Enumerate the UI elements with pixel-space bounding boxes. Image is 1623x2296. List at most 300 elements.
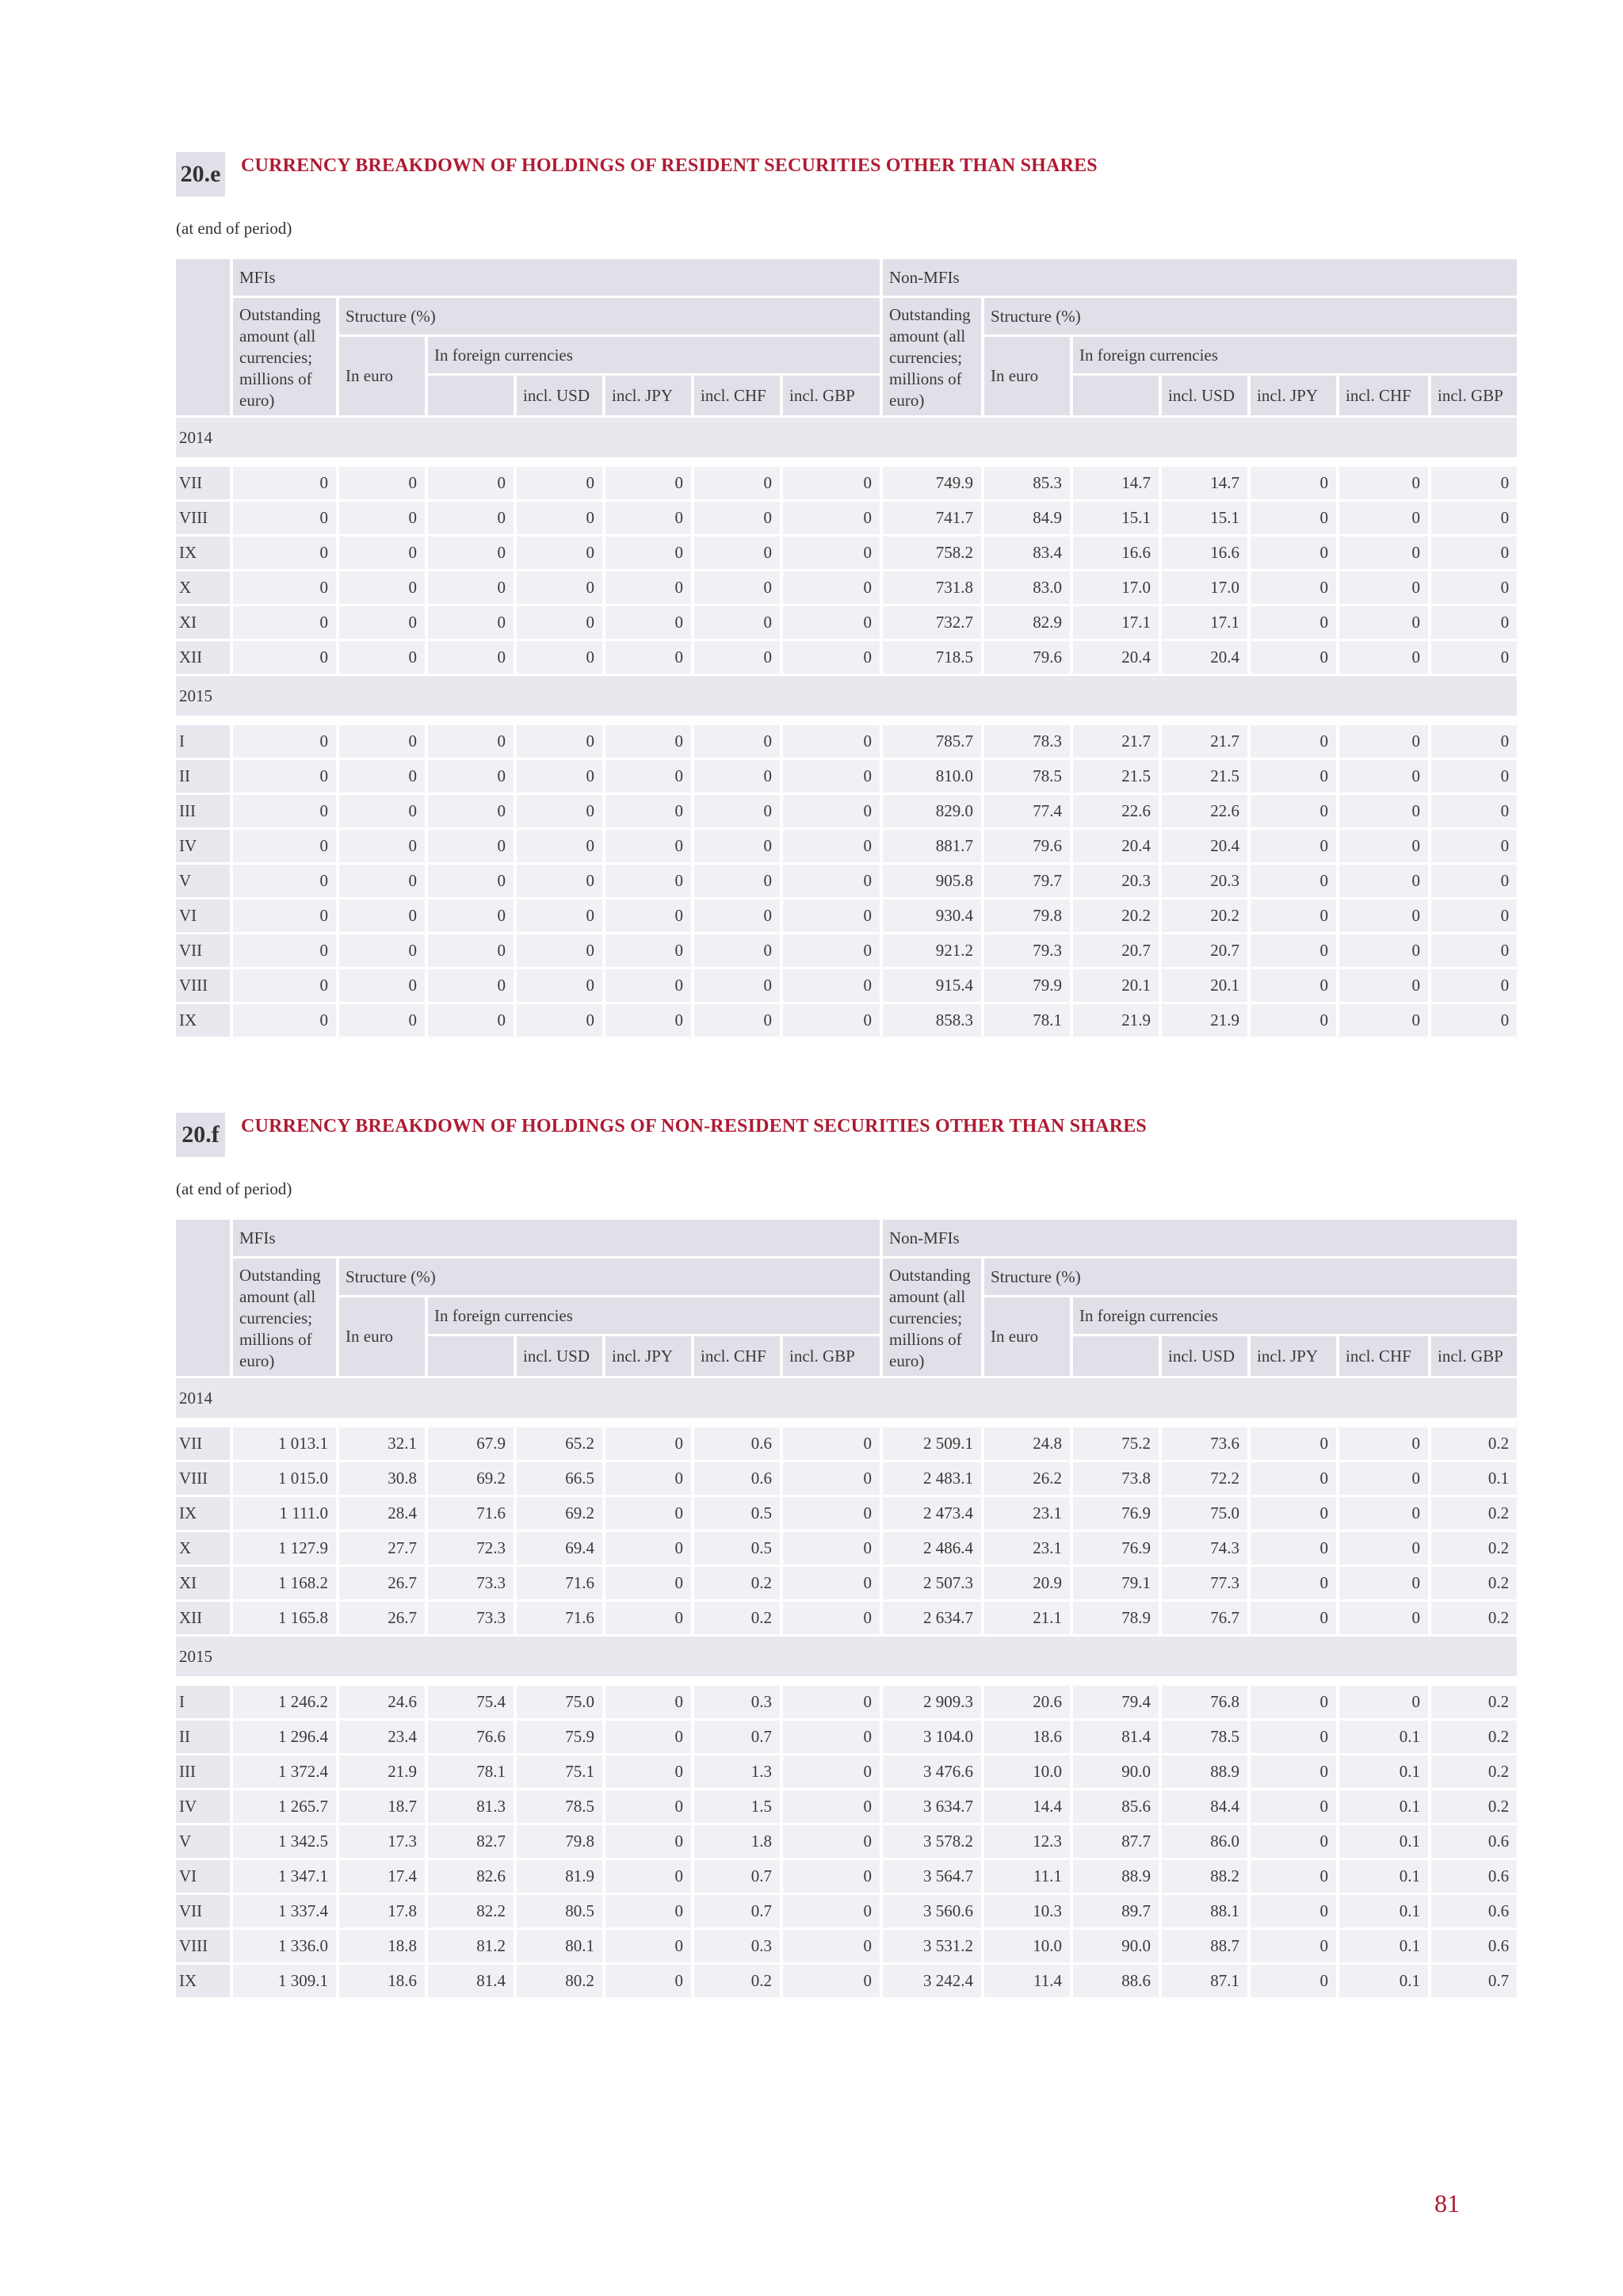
value-cell: 21.5	[1073, 760, 1159, 793]
value-cell: 0	[694, 537, 780, 569]
value-cell: 1 015.0	[233, 1462, 336, 1495]
value-cell: 0	[1431, 900, 1517, 932]
value-cell: 0	[428, 830, 514, 862]
value-cell: 77.4	[984, 795, 1070, 827]
value-cell: 1.3	[694, 1755, 780, 1788]
value-cell: 0	[517, 969, 602, 1002]
header-row	[176, 298, 1517, 334]
value-cell: 0	[783, 1532, 880, 1564]
spacer	[176, 1679, 1517, 1683]
value-cell: 0	[694, 830, 780, 862]
value-cell: 2 483.1	[883, 1462, 981, 1495]
header-in-foreign-currencies: In foreign currencies	[428, 337, 880, 373]
header-structure: Structure (%)	[339, 1259, 880, 1295]
table-row	[176, 1497, 1517, 1530]
value-cell: 915.4	[883, 969, 981, 1002]
value-cell: 0.7	[694, 1895, 780, 1927]
value-cell: 0	[694, 934, 780, 967]
year-row	[176, 676, 1517, 716]
value-cell: 0	[339, 760, 425, 793]
value-cell: 20.9	[984, 1567, 1070, 1599]
value-cell: 1 246.2	[233, 1686, 336, 1718]
value-cell: 0	[428, 760, 514, 793]
value-cell: 0	[339, 571, 425, 604]
table-row	[176, 1755, 1517, 1788]
value-cell: 0	[783, 1721, 880, 1753]
value-cell: 0	[605, 1602, 691, 1634]
table-row	[176, 865, 1517, 897]
header-corner	[176, 259, 230, 415]
value-cell: 69.2	[428, 1462, 514, 1495]
value-cell: 0	[517, 900, 602, 932]
value-cell: 0	[517, 934, 602, 967]
header-incl-jpy: incl. JPY	[1251, 376, 1336, 415]
year-label: 2015	[176, 676, 1517, 716]
value-cell: 741.7	[883, 502, 981, 534]
data-table	[173, 257, 1520, 1039]
value-cell: 0.2	[1431, 1686, 1517, 1718]
year-label: 2015	[176, 1637, 1517, 1676]
value-cell: 0	[1251, 1930, 1336, 1962]
value-cell: 0.5	[694, 1497, 780, 1530]
value-cell: 23.4	[339, 1721, 425, 1753]
value-cell: 0	[783, 865, 880, 897]
value-cell: 0	[1251, 1462, 1336, 1495]
value-cell: 88.9	[1162, 1755, 1247, 1788]
value-cell: 0	[605, 760, 691, 793]
value-cell: 67.9	[428, 1427, 514, 1460]
month-label: IX	[176, 537, 230, 569]
value-cell: 0	[1339, 725, 1428, 758]
value-cell: 0	[783, 900, 880, 932]
value-cell: 80.2	[517, 1965, 602, 1997]
value-cell: 0	[517, 795, 602, 827]
value-cell: 0	[694, 969, 780, 1002]
spacer	[176, 718, 1517, 723]
header-incl-usd: incl. USD	[517, 1336, 602, 1376]
header-incl-gbp: incl. GBP	[783, 376, 880, 415]
value-cell: 0.3	[694, 1930, 780, 1962]
value-cell: 1 342.5	[233, 1825, 336, 1858]
value-cell: 1.8	[694, 1825, 780, 1858]
value-cell: 0	[339, 795, 425, 827]
table-row	[176, 1721, 1517, 1753]
value-cell: 0	[1251, 1790, 1336, 1823]
value-cell: 0	[783, 1004, 880, 1037]
value-cell: 16.6	[1162, 537, 1247, 569]
value-cell: 0	[339, 502, 425, 534]
value-cell: 10.3	[984, 1895, 1070, 1927]
month-label: X	[176, 1532, 230, 1564]
header-outstanding-amount: Outstanding amount (all currencies; millions of euro)	[883, 1259, 981, 1376]
value-cell: 0	[339, 900, 425, 932]
header-structure: Structure (%)	[984, 298, 1517, 334]
value-cell: 0.6	[694, 1462, 780, 1495]
value-cell: 1 013.1	[233, 1427, 336, 1460]
value-cell: 0	[428, 641, 514, 674]
value-cell: 0	[233, 934, 336, 967]
table-row	[176, 900, 1517, 932]
spacer-row	[176, 718, 1517, 723]
table-code: 20.e	[176, 152, 225, 197]
value-cell: 0	[694, 795, 780, 827]
value-cell: 0	[233, 830, 336, 862]
month-label: II	[176, 1721, 230, 1753]
month-label: VII	[176, 1895, 230, 1927]
value-cell: 0	[339, 1004, 425, 1037]
value-cell: 0	[517, 641, 602, 674]
value-cell: 0	[783, 725, 880, 758]
value-cell: 0.7	[694, 1860, 780, 1893]
header-in-euro: In euro	[339, 337, 425, 415]
header-in-foreign-currencies: In foreign currencies	[1073, 337, 1517, 373]
value-cell: 0	[1339, 1602, 1428, 1634]
header-in-foreign-currencies: In foreign currencies	[428, 1297, 880, 1334]
month-label: VII	[176, 934, 230, 967]
header-in-euro: In euro	[339, 1297, 425, 1376]
value-cell: 0	[783, 830, 880, 862]
header-row	[176, 1297, 1517, 1334]
spacer-row	[176, 1420, 1517, 1425]
value-cell: 0	[783, 641, 880, 674]
value-cell: 30.8	[339, 1462, 425, 1495]
value-cell: 0.1	[1339, 1721, 1428, 1753]
value-cell: 0	[605, 502, 691, 534]
section-header	[176, 1113, 1460, 1157]
header-foreign-total	[428, 376, 514, 415]
value-cell: 0	[783, 537, 880, 569]
header-corner	[176, 1220, 230, 1376]
header-foreign-total	[1073, 1336, 1159, 1376]
value-cell: 87.7	[1073, 1825, 1159, 1858]
value-cell: 921.2	[883, 934, 981, 967]
value-cell: 0.2	[1431, 1567, 1517, 1599]
value-cell: 0	[605, 865, 691, 897]
value-cell: 0	[233, 1004, 336, 1037]
value-cell: 82.7	[428, 1825, 514, 1858]
value-cell: 0	[233, 571, 336, 604]
table-title: CURRENCY BREAKDOWN OF HOLDINGS OF RESIDENT SECURITIES OTHER THAN SHARES	[241, 155, 1098, 176]
value-cell: 78.1	[984, 1004, 1070, 1037]
spacer	[176, 1420, 1517, 1425]
value-cell: 73.3	[428, 1567, 514, 1599]
value-cell: 0	[517, 502, 602, 534]
value-cell: 3 634.7	[883, 1790, 981, 1823]
value-cell: 0	[605, 725, 691, 758]
table-code: 20.f	[176, 1113, 225, 1157]
value-cell: 76.7	[1162, 1602, 1247, 1634]
value-cell: 88.2	[1162, 1860, 1247, 1893]
value-cell: 0	[1339, 1567, 1428, 1599]
value-cell: 0	[1251, 1004, 1336, 1037]
value-cell: 18.6	[984, 1721, 1070, 1753]
value-cell: 3 531.2	[883, 1930, 981, 1962]
value-cell: 0.2	[1431, 1721, 1517, 1753]
value-cell: 0.6	[1431, 1930, 1517, 1962]
header-incl-chf: incl. CHF	[694, 376, 780, 415]
value-cell: 0	[1251, 1895, 1336, 1927]
table-row	[176, 467, 1517, 499]
value-cell: 3 104.0	[883, 1721, 981, 1753]
value-cell: 1 336.0	[233, 1930, 336, 1962]
value-cell: 78.5	[984, 760, 1070, 793]
value-cell: 930.4	[883, 900, 981, 932]
header-foreign-total	[1073, 376, 1159, 415]
value-cell: 829.0	[883, 795, 981, 827]
value-cell: 2 509.1	[883, 1427, 981, 1460]
value-cell: 0	[1251, 1860, 1336, 1893]
value-cell: 26.2	[984, 1462, 1070, 1495]
value-cell: 11.1	[984, 1860, 1070, 1893]
value-cell: 810.0	[883, 760, 981, 793]
value-cell: 0	[605, 1860, 691, 1893]
value-cell: 1 309.1	[233, 1965, 336, 1997]
value-cell: 17.8	[339, 1895, 425, 1927]
value-cell: 2 507.3	[883, 1567, 981, 1599]
header-in-euro: In euro	[984, 337, 1070, 415]
value-cell: 0	[1339, 760, 1428, 793]
value-cell: 0	[233, 641, 336, 674]
table-row	[176, 760, 1517, 793]
value-cell: 83.0	[984, 571, 1070, 604]
value-cell: 0	[605, 1755, 691, 1788]
value-cell: 0	[605, 830, 691, 862]
value-cell: 0	[783, 1497, 880, 1530]
table-row	[176, 1790, 1517, 1823]
value-cell: 0	[1431, 1004, 1517, 1037]
header-non-mfis: Non-MFIs	[883, 1220, 1517, 1256]
value-cell: 0.1	[1431, 1462, 1517, 1495]
table-row	[176, 537, 1517, 569]
value-cell: 0	[339, 467, 425, 499]
month-label: IX	[176, 1497, 230, 1530]
value-cell: 3 560.6	[883, 1895, 981, 1927]
value-cell: 0	[428, 606, 514, 639]
value-cell: 0	[783, 1602, 880, 1634]
value-cell: 0	[233, 725, 336, 758]
table-row	[176, 1860, 1517, 1893]
value-cell: 20.3	[1162, 865, 1247, 897]
value-cell: 0	[605, 467, 691, 499]
value-cell: 78.3	[984, 725, 1070, 758]
value-cell: 0	[1431, 571, 1517, 604]
value-cell: 1 165.8	[233, 1602, 336, 1634]
value-cell: 90.0	[1073, 1930, 1159, 1962]
header-outstanding-amount: Outstanding amount (all currencies; millions of euro)	[233, 298, 336, 415]
value-cell: 0	[605, 1004, 691, 1037]
value-cell: 0	[694, 865, 780, 897]
value-cell: 0	[605, 1721, 691, 1753]
month-label: VII	[176, 467, 230, 499]
value-cell: 0.2	[1431, 1602, 1517, 1634]
month-label: V	[176, 1825, 230, 1858]
value-cell: 11.4	[984, 1965, 1070, 1997]
value-cell: 84.4	[1162, 1790, 1247, 1823]
month-label: IX	[176, 1965, 230, 1997]
value-cell: 0.1	[1339, 1755, 1428, 1788]
value-cell: 0	[605, 606, 691, 639]
table-row	[176, 725, 1517, 758]
value-cell: 0	[1339, 1686, 1428, 1718]
value-cell: 32.1	[339, 1427, 425, 1460]
value-cell: 0	[1251, 1825, 1336, 1858]
value-cell: 20.1	[1073, 969, 1159, 1002]
value-cell: 78.5	[517, 1790, 602, 1823]
table-row	[176, 571, 1517, 604]
month-label: I	[176, 725, 230, 758]
spacer	[176, 460, 1517, 464]
value-cell: 88.7	[1162, 1930, 1247, 1962]
month-label: VII	[176, 1427, 230, 1460]
value-cell: 21.5	[1162, 760, 1247, 793]
value-cell: 1.5	[694, 1790, 780, 1823]
value-cell: 79.6	[984, 830, 1070, 862]
value-cell: 2 473.4	[883, 1497, 981, 1530]
value-cell: 0	[1339, 537, 1428, 569]
value-cell: 0.6	[694, 1427, 780, 1460]
month-label: IV	[176, 1790, 230, 1823]
value-cell: 75.1	[517, 1755, 602, 1788]
value-cell: 24.6	[339, 1686, 425, 1718]
value-cell: 0.2	[694, 1965, 780, 1997]
value-cell: 0	[1251, 830, 1336, 862]
value-cell: 84.9	[984, 502, 1070, 534]
value-cell: 0	[1339, 1427, 1428, 1460]
value-cell: 27.7	[339, 1532, 425, 1564]
value-cell: 0	[428, 795, 514, 827]
value-cell: 26.7	[339, 1567, 425, 1599]
spacer-row	[176, 460, 1517, 464]
value-cell: 0	[783, 1427, 880, 1460]
value-cell: 86.0	[1162, 1825, 1247, 1858]
value-cell: 0	[1431, 537, 1517, 569]
value-cell: 89.7	[1073, 1895, 1159, 1927]
value-cell: 78.9	[1073, 1602, 1159, 1634]
value-cell: 74.3	[1162, 1532, 1247, 1564]
table-row	[176, 1686, 1517, 1718]
value-cell: 0.1	[1339, 1930, 1428, 1962]
value-cell: 76.6	[428, 1721, 514, 1753]
header-row	[176, 337, 1517, 373]
value-cell: 0	[1251, 865, 1336, 897]
value-cell: 79.7	[984, 865, 1070, 897]
value-cell: 20.4	[1162, 641, 1247, 674]
value-cell: 0	[605, 1895, 691, 1927]
value-cell: 0	[428, 900, 514, 932]
value-cell: 14.4	[984, 1790, 1070, 1823]
table-row	[176, 1602, 1517, 1634]
value-cell: 20.3	[1073, 865, 1159, 897]
value-cell: 0	[428, 969, 514, 1002]
value-cell: 0.1	[1339, 1895, 1428, 1927]
value-cell: 0	[428, 502, 514, 534]
value-cell: 785.7	[883, 725, 981, 758]
value-cell: 2 486.4	[883, 1532, 981, 1564]
value-cell: 0.2	[1431, 1427, 1517, 1460]
value-cell: 78.1	[428, 1755, 514, 1788]
month-label: IV	[176, 830, 230, 862]
value-cell: 0	[783, 606, 880, 639]
header-mfis: MFIs	[233, 259, 880, 296]
header-structure: Structure (%)	[984, 1259, 1517, 1295]
value-cell: 0	[694, 606, 780, 639]
header-incl-chf: incl. CHF	[694, 1336, 780, 1376]
value-cell: 14.7	[1162, 467, 1247, 499]
value-cell: 22.6	[1162, 795, 1247, 827]
value-cell: 1 296.4	[233, 1721, 336, 1753]
value-cell: 0	[1251, 571, 1336, 604]
value-cell: 21.7	[1162, 725, 1247, 758]
table-row	[176, 1825, 1517, 1858]
value-cell: 0	[783, 1860, 880, 1893]
value-cell: 10.0	[984, 1930, 1070, 1962]
value-cell: 731.8	[883, 571, 981, 604]
header-foreign-total	[428, 1336, 514, 1376]
value-cell: 0	[694, 900, 780, 932]
value-cell: 1 127.9	[233, 1532, 336, 1564]
value-cell: 0	[1339, 571, 1428, 604]
value-cell: 0	[783, 1462, 880, 1495]
table-row	[176, 795, 1517, 827]
value-cell: 0.7	[1431, 1965, 1517, 1997]
value-cell: 24.8	[984, 1427, 1070, 1460]
value-cell: 0	[428, 467, 514, 499]
value-cell: 718.5	[883, 641, 981, 674]
value-cell: 73.3	[428, 1602, 514, 1634]
value-cell: 0	[783, 934, 880, 967]
value-cell: 75.9	[517, 1721, 602, 1753]
value-cell: 79.9	[984, 969, 1070, 1002]
value-cell: 0	[694, 641, 780, 674]
header-structure: Structure (%)	[339, 298, 880, 334]
value-cell: 18.8	[339, 1930, 425, 1962]
year-row	[176, 1378, 1517, 1418]
value-cell: 0	[1251, 900, 1336, 932]
value-cell: 83.4	[984, 537, 1070, 569]
month-label: VI	[176, 1860, 230, 1893]
value-cell: 0.5	[694, 1532, 780, 1564]
value-cell: 0	[1339, 641, 1428, 674]
month-label: XI	[176, 1567, 230, 1599]
header-incl-jpy: incl. JPY	[605, 1336, 691, 1376]
value-cell: 0	[694, 760, 780, 793]
value-cell: 0	[783, 760, 880, 793]
value-cell: 20.2	[1162, 900, 1247, 932]
value-cell: 0.7	[694, 1721, 780, 1753]
value-cell: 0	[1251, 606, 1336, 639]
value-cell: 758.2	[883, 537, 981, 569]
value-cell: 0	[1431, 830, 1517, 862]
table-title: CURRENCY BREAKDOWN OF HOLDINGS OF NON-RESIDENT SECURITIES OTHER THAN SHARES	[241, 1116, 1147, 1137]
value-cell: 0	[517, 830, 602, 862]
value-cell: 0	[1339, 934, 1428, 967]
month-label: II	[176, 760, 230, 793]
value-cell: 0	[1431, 467, 1517, 499]
value-cell: 0	[1431, 795, 1517, 827]
value-cell: 0	[233, 537, 336, 569]
value-cell: 18.6	[339, 1965, 425, 1997]
value-cell: 0	[605, 1965, 691, 1997]
data-table	[173, 1217, 1520, 2000]
table-row	[176, 502, 1517, 534]
value-cell: 0	[339, 725, 425, 758]
value-cell: 0	[605, 1790, 691, 1823]
value-cell: 0	[694, 502, 780, 534]
value-cell: 28.4	[339, 1497, 425, 1530]
value-cell: 2 909.3	[883, 1686, 981, 1718]
value-cell: 881.7	[883, 830, 981, 862]
value-cell: 0	[339, 865, 425, 897]
